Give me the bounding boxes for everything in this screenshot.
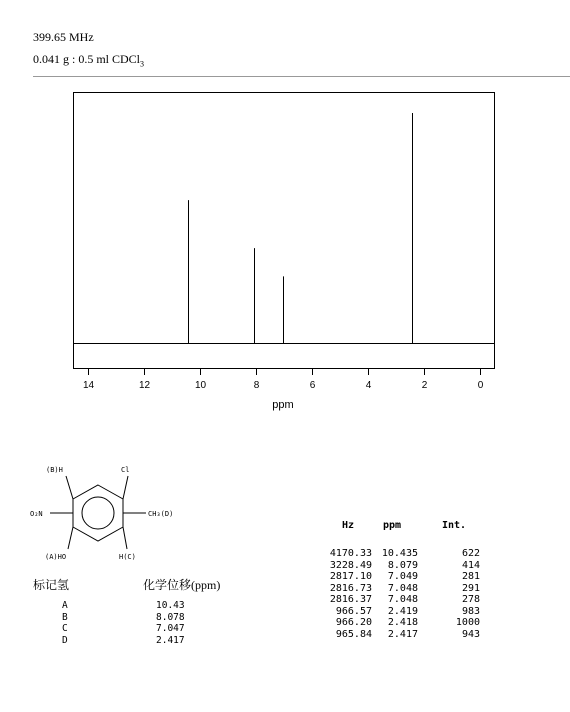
assignment-label: D <box>62 634 68 646</box>
x-axis-ticks <box>83 369 484 391</box>
peak-cell-hz: 965.84 <box>335 628 372 640</box>
peak-cell-int: 983 <box>461 605 480 617</box>
peak-cell-int: 1000 <box>455 617 480 628</box>
label-o2n: O₂N <box>30 510 43 518</box>
peak-cell-ppm: 7.048 <box>387 594 418 605</box>
label-ch3-d: CH₃(D) <box>148 510 174 518</box>
peak-header-hz: Hz <box>342 520 355 531</box>
x-tick-label: 4 <box>365 380 372 391</box>
peak-cell-hz: 4170.33 <box>329 548 372 559</box>
x-tick-label: 12 <box>138 380 151 391</box>
peak-cell-ppm: 2.417 <box>387 628 418 640</box>
assignment-shift: 8.078 <box>156 611 185 623</box>
assignment-header-label: 标记氢 <box>33 578 70 592</box>
peak-table <box>0 548 570 640</box>
peak-cell-hz: 2816.73 <box>329 582 372 594</box>
peak-lines <box>189 113 413 344</box>
peak-cell-int: 943 <box>461 628 480 640</box>
sample-subscript: 3 <box>140 59 145 69</box>
x-tick-label: 8 <box>253 380 260 391</box>
peak-row <box>0 606 570 618</box>
peak-cell-ppm: 7.048 <box>387 582 418 594</box>
peak-cell-hz: 3228.49 <box>329 559 372 571</box>
label-cl: Cl <box>121 466 130 474</box>
peak-cell-hz: 966.57 <box>335 605 372 617</box>
peak-header-ppm: ppm <box>383 520 402 531</box>
x-tick-label: 0 <box>477 380 484 391</box>
peak-cell-int: 291 <box>461 582 480 594</box>
peak-row <box>0 617 570 629</box>
peak-cell-ppm: 2.419 <box>387 605 418 617</box>
assignment-label: C <box>62 623 68 634</box>
peak-cell-int: 414 <box>461 559 480 571</box>
x-tick-label: 14 <box>82 380 95 391</box>
label-b-h: (B)H <box>46 466 63 474</box>
assignment-header-shift: 化学位移(ppm) <box>143 578 221 592</box>
assignment-label: B <box>62 611 68 623</box>
label-a-ho: (A)HO <box>45 553 67 561</box>
peak-row <box>0 548 570 560</box>
peak-cell-int: 622 <box>461 548 480 559</box>
bond-top-left <box>66 476 73 499</box>
assignment-shift: 10.43 <box>156 600 185 611</box>
peak-cell-ppm: 7.049 <box>387 571 418 582</box>
peak-cell-hz: 966.20 <box>335 617 372 628</box>
assignment-shift: 2.417 <box>156 634 185 646</box>
peak-cell-ppm: 2.418 <box>387 617 418 628</box>
peak-row <box>0 629 570 641</box>
bond-bottom-right <box>123 527 127 549</box>
sample-text: 0.041 g : 0.5 ml CDCl <box>33 52 141 66</box>
bond-top-right <box>123 476 128 499</box>
aromatic-circle <box>82 497 114 529</box>
assignment-label: A <box>62 600 68 611</box>
assignment-shift: 7.047 <box>156 623 185 634</box>
peak-row <box>0 560 570 572</box>
label-h-c: H(C) <box>119 553 136 561</box>
x-tick-label: 6 <box>309 380 316 391</box>
bond-bottom-left <box>68 527 73 549</box>
x-tick-label: 2 <box>421 380 428 391</box>
peak-cell-ppm: 10.435 <box>381 548 418 559</box>
peak-row <box>0 594 570 606</box>
x-tick-label: 10 <box>194 380 207 391</box>
peak-cell-int: 278 <box>461 594 480 605</box>
peak-row <box>0 583 570 595</box>
spectrometer-frequency: 399.65 MHz <box>33 30 94 44</box>
peak-cell-int: 281 <box>461 571 480 582</box>
x-axis-label: ppm <box>272 399 294 411</box>
peak-header-int: Int. <box>442 520 467 531</box>
peak-cell-ppm: 8.079 <box>387 559 418 571</box>
benzene-ring <box>73 485 123 541</box>
peak-row <box>0 571 570 583</box>
peak-cell-hz: 2816.37 <box>329 594 372 605</box>
peak-cell-hz: 2817.10 <box>329 571 372 582</box>
